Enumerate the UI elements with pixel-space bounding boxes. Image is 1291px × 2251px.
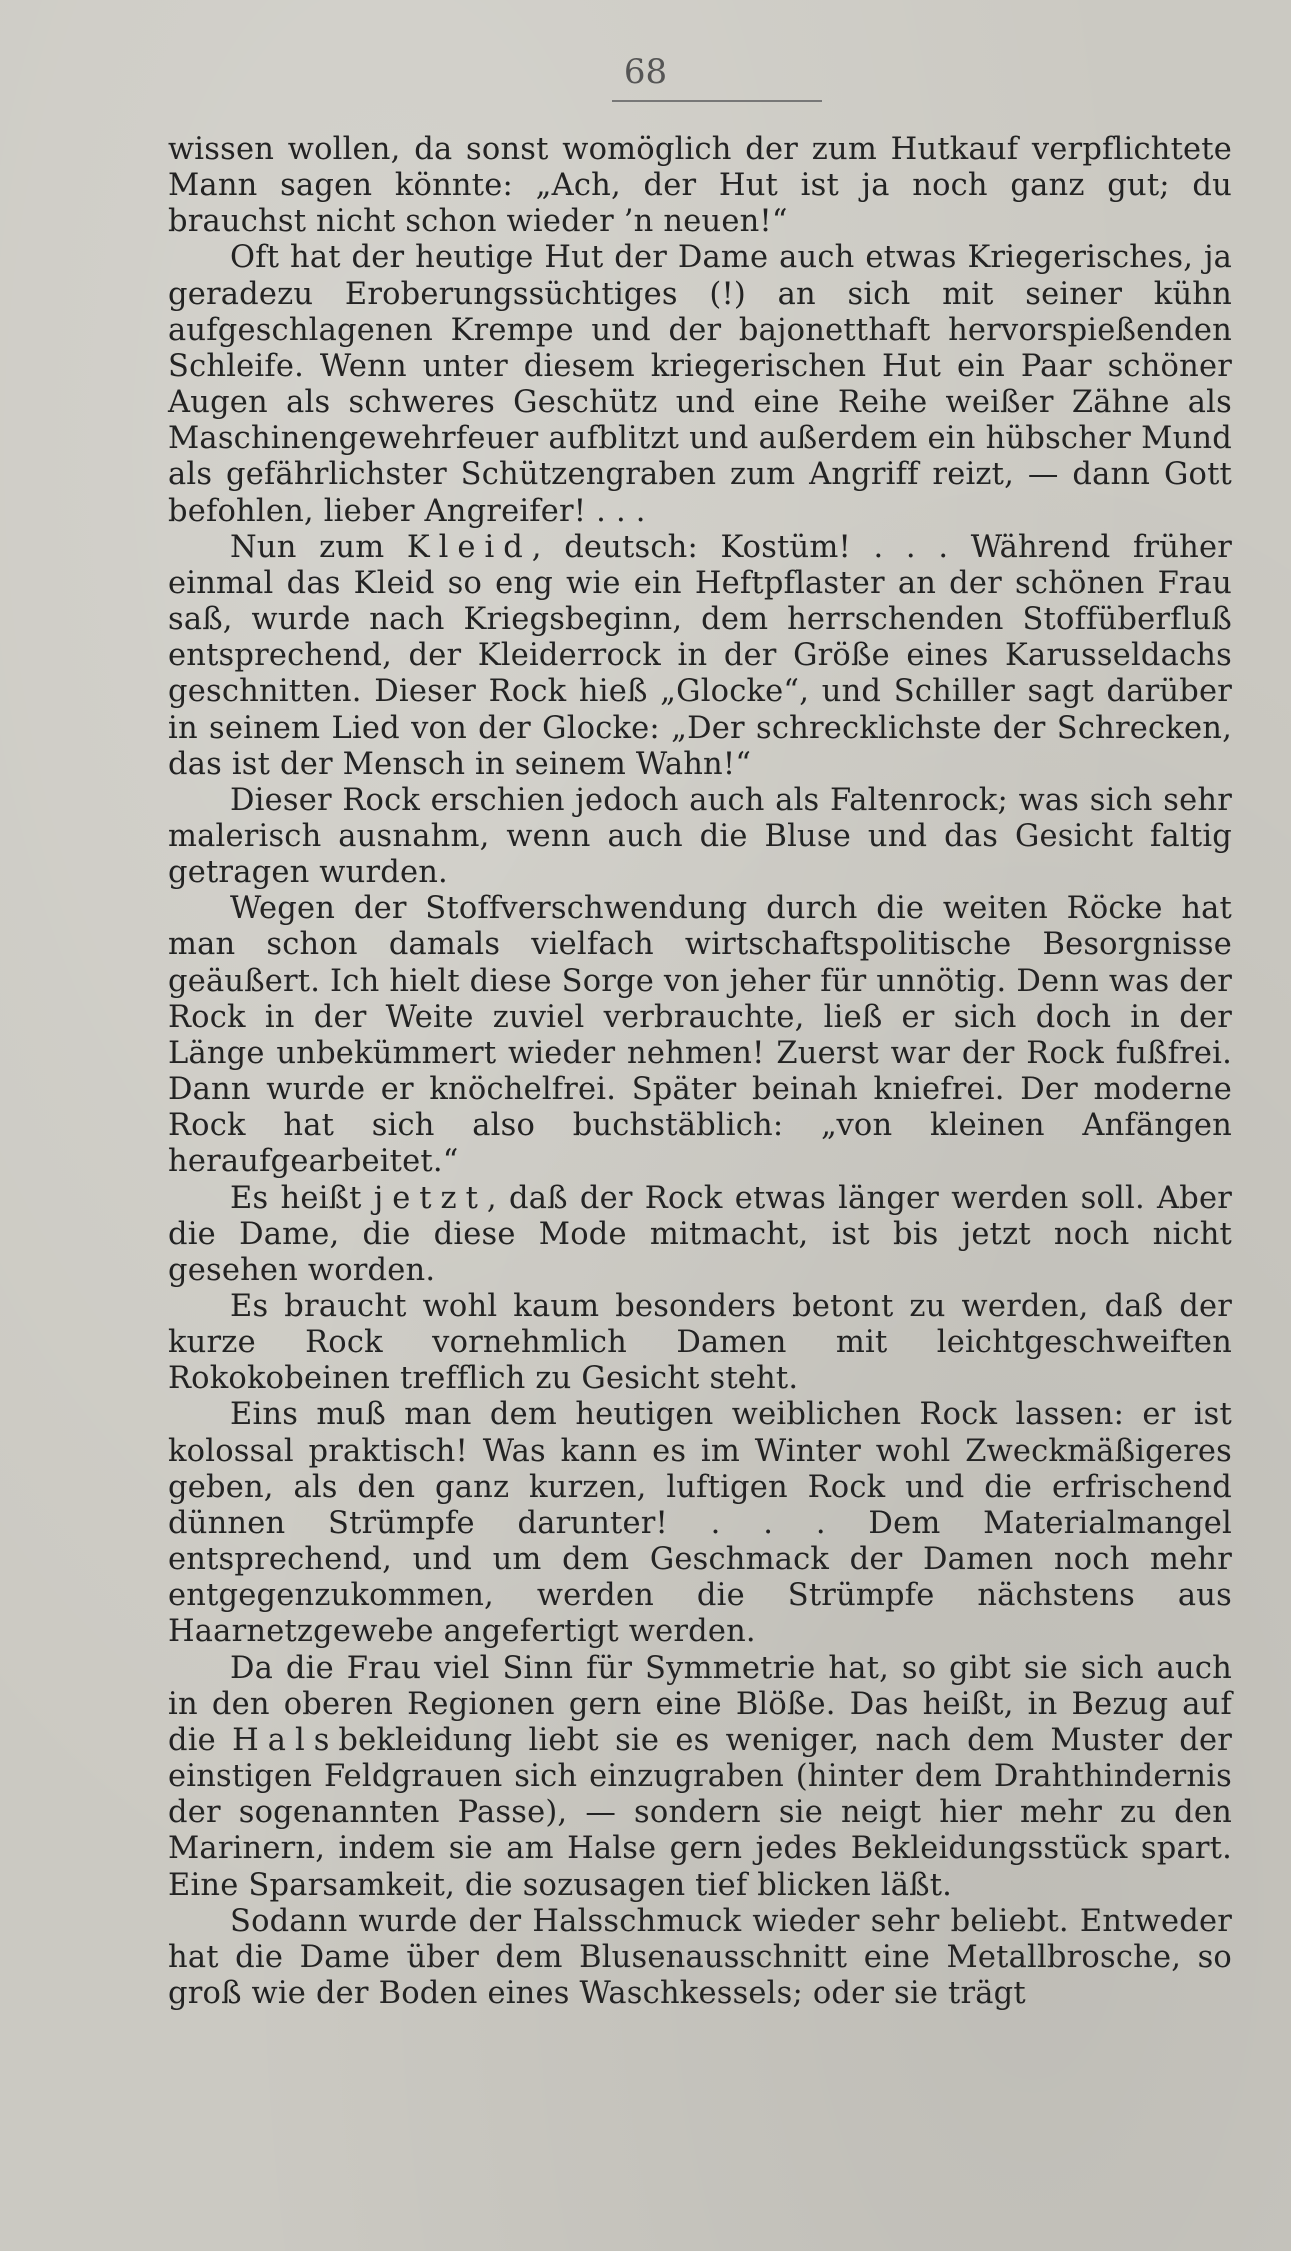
paragraph xyxy=(168,1181,1232,1289)
emphasized-word: Hals xyxy=(232,1722,339,1758)
paragraph-text: Nun zum xyxy=(230,529,407,565)
header-rule xyxy=(612,100,822,102)
paragraph xyxy=(168,530,1232,783)
paragraph: Oft hat der heutige Hut der Dame auch etwas Kriegerisches, ja geradezu Eroberungssüchtiges (!) an sich mit seiner kühn aufgeschlagenen Krempe und der bajonetthaft hervorspießenden Schleife. Wenn unter diesem kriegerischen Hut ein Paar schöner Augen als schweres Geschütz und eine Reihe weißer Zähne als Maschinengewehrfeuer aufblitzt und außerdem ein hübscher Mund als gefährlichster Schützengraben zum Angriff reizt, — dann Gott befohlen, lieber Angreifer! . . . xyxy=(168,240,1232,529)
paragraph-text: bekleidung liebt sie es weniger, nach dem Muster der einstigen Feldgrauen sich einzugraben (hinter dem Drahthindernis der sogenannten Passe), — sondern sie neigt hier mehr zu den Marinern, indem sie am Halse gern jedes Bekleidungsstück spart. Eine Sparsamkeit, die sozusagen tief blicken läßt. xyxy=(168,1722,1233,1903)
paragraph: Es braucht wohl kaum besonders betont zu werden, daß der kurze Rock vornehmlich Damen mit leichtgeschweiften Rokokobeinen trefflich zu Gesicht steht. xyxy=(168,1289,1232,1397)
paragraph: Sodann wurde der Halsschmuck wieder sehr beliebt. Entweder hat die Dame über dem Blusenausschnitt eine Metallbrosche, so groß wie der Boden eines Waschkessels; oder sie trägt xyxy=(168,1903,1232,2011)
emphasized-word: jetzt xyxy=(373,1180,487,1216)
paragraph xyxy=(168,1651,1232,1904)
paragraph-text: , daß der Rock etwas länger werden soll. Aber die Dame, die diese Mode mitmacht, ist bis jetzt noch nicht gesehen worden. xyxy=(168,1180,1233,1288)
paragraph-text: Da die Frau viel Sinn für Symmetrie hat, so gibt sie sich auch in den oberen Regionen gern eine Blöße. Das heißt, in Bezug auf die xyxy=(168,1650,1232,1758)
paragraph: Eins muß man dem heutigen weiblichen Rock lassen: er ist kolossal praktisch! Was kann es im Winter wohl Zweckmäßigeres geben, als den ganz kurzen, luftigen Rock und die erfrischend dünnen Strümpfe darunter! . . . Dem Materialmangel entsprechend, und um dem Geschmack der Damen noch mehr entgegenzukommen, werden die Strümpfe nächstens aus Haarnetzgewebe angefertigt werden. xyxy=(168,1397,1232,1650)
body-text xyxy=(168,132,1232,2012)
paragraph: wissen wollen, da sonst womöglich der zum Hutkauf verpflichtete Mann sagen könnte: „Ach, der Hut ist ja noch ganz gut; du brauchst nicht schon wieder ’n neuen!“ xyxy=(168,132,1232,240)
emphasized-word: Kleid xyxy=(406,529,532,565)
paragraph: Dieser Rock erschien jedoch auch als Faltenrock; was sich sehr malerisch ausnahm, wenn auch die Bluse und das Gesicht faltig getragen wurden. xyxy=(168,782,1232,891)
paragraph: Wegen der Stoffverschwendung durch die weiten Röcke hat man schon damals vielfach wirtschaftspolitische Besorgnisse geäußert. Ich hielt diese Sorge von jeher für unnötig. Denn was der Rock in der Weite zuviel verbrauchte, ließ er sich doch in der Länge unbekümmert wieder nehmen! Zuerst war der Rock fußfrei. Dann wurde er knöchelfrei. Später beinah kniefrei. Der moderne Rock hat sich also buchstäblich: „von kleinen Anfängen heraufgearbeitet.“ xyxy=(168,891,1233,1180)
paragraph-text: , deutsch: Kostüm! . . . Während früher einmal das Kleid so eng wie ein Heftpflaster an der schönen Frau saß, wurde nach Kriegsbeginn, dem herrschenden Stoffüberfluß entsprechend, der Kleiderrock in der Größe eines Karusseldachs geschnitten. Dieser Rock hieß „Glocke“, und Schiller sagt darüber in seinem Lied von der Glocke: „Der schrecklichste der Schrecken, das ist der Mensch in seinem Wahn!“ xyxy=(168,529,1232,782)
page-number: 68 xyxy=(623,52,668,92)
paragraph-text: Es heißt xyxy=(230,1180,374,1216)
